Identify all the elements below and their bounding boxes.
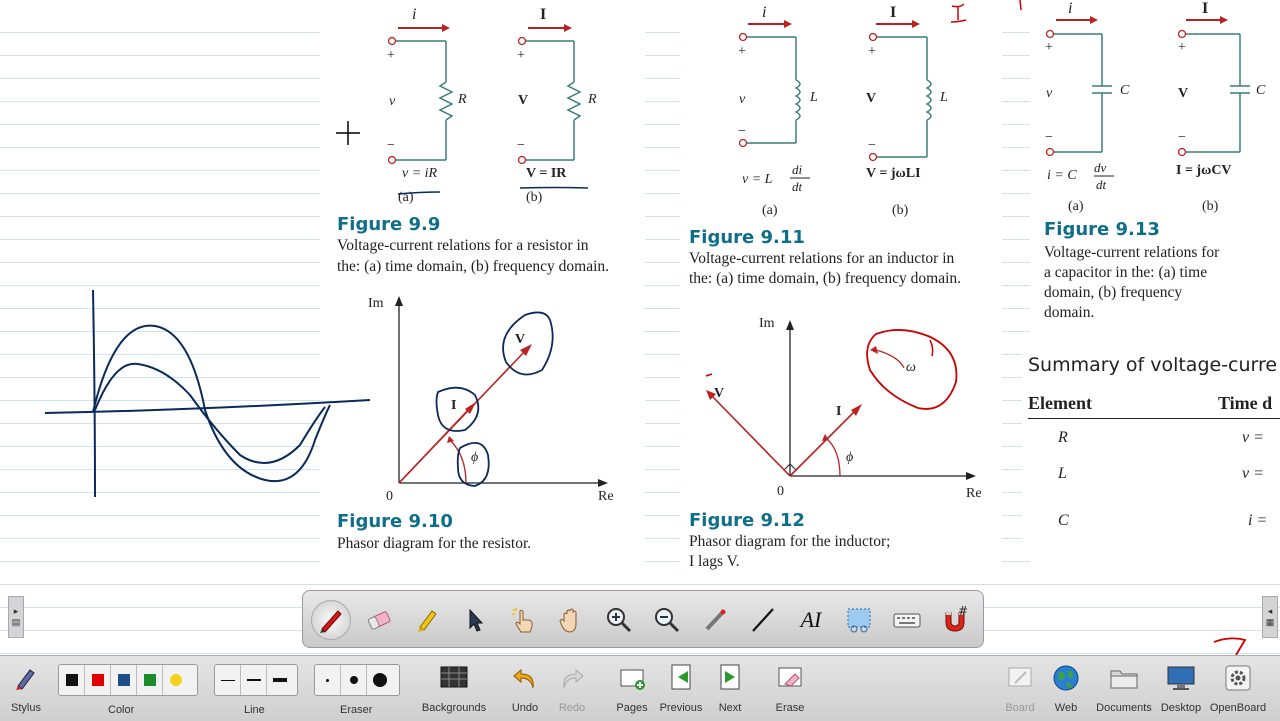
line-width-thick[interactable] (267, 665, 293, 695)
equation-a-prefix: v = L (742, 172, 773, 187)
sublabel-b: (b) (526, 190, 543, 205)
hand-icon (556, 605, 586, 635)
pages-label: Pages (616, 702, 648, 714)
capacitor-circuits (1030, 0, 1280, 220)
inductor-label-a: L (810, 90, 818, 105)
backgrounds-label: Backgrounds (421, 702, 487, 714)
documents-label: Documents (1096, 702, 1152, 714)
chevron-right-icon: ▸ (13, 606, 19, 616)
documents-mode-button[interactable] (1094, 660, 1154, 718)
globe-icon (1051, 663, 1081, 693)
figure-caption-line: Voltage-current relations for (1044, 244, 1220, 261)
zoom-out-icon (652, 605, 682, 635)
origin-label: 0 (386, 489, 393, 504)
pen-tool-button[interactable] (311, 600, 351, 640)
next-page-icon (717, 663, 743, 693)
summary-row-equation: v = (1242, 465, 1264, 482)
current-label-b: I (1202, 0, 1209, 17)
current-label-a: i (412, 6, 417, 23)
current-label-a: i (1068, 0, 1073, 17)
red-pen-icon (316, 605, 346, 635)
figure-title: Figure 9.11 (689, 227, 805, 248)
figure-caption-line: domain. (1044, 304, 1095, 321)
phasor-i-label: I (451, 398, 457, 413)
plus-a: + (738, 44, 746, 59)
eraser-medium-icon (350, 676, 358, 684)
minus-a: − (1045, 130, 1053, 145)
figure-title: Figure 9.10 (337, 511, 453, 532)
phasor-i-label: I (836, 404, 842, 419)
highlighter-icon (412, 605, 442, 635)
plus-b: + (517, 48, 525, 63)
color-green[interactable] (137, 665, 163, 695)
phase-angle-label: ϕ (846, 450, 854, 465)
selector-tool-button[interactable] (455, 600, 495, 640)
erase-page-icon (775, 664, 805, 692)
previous-label: Previous (659, 702, 703, 714)
line-icon (748, 605, 778, 635)
next-page-button[interactable] (710, 660, 750, 718)
figure-caption-line: I lags V. (689, 553, 740, 570)
left-panel-toggle[interactable] (8, 596, 24, 638)
stylus-label: Stylus (11, 702, 41, 714)
document-page-1 (320, 0, 645, 568)
play-tool-button[interactable] (503, 600, 543, 640)
origin-label: 0 (777, 484, 784, 499)
laser-pointer-icon (700, 605, 730, 635)
equation-a-numerator: dv (1094, 160, 1107, 175)
sublabel-b: (b) (1202, 199, 1219, 214)
figure-caption-line: Voltage-current relations for a resistor in (337, 237, 589, 254)
eraser-size-palette (314, 664, 400, 696)
ink-red-mark (1214, 638, 1245, 655)
color-yellow[interactable] (163, 665, 189, 695)
pages-panel-icon: ▤ (11, 617, 21, 627)
crosshair-cursor (336, 121, 360, 145)
summary-row-equation: v = (1242, 429, 1264, 446)
gear-icon (1223, 663, 1253, 693)
minus-a: − (387, 138, 395, 153)
current-label-a: i (762, 4, 767, 21)
zoom-out-button[interactable] (647, 600, 687, 640)
eraser-tool-button[interactable] (359, 600, 399, 640)
ink-sine-wave-large (93, 326, 330, 482)
axis-im-label: Im (368, 296, 384, 311)
summary-row-equation: i = (1248, 512, 1268, 529)
floating-tool-palette (302, 590, 984, 648)
ink-sine-wave-small (95, 364, 325, 463)
figure-title: Figure 9.9 (337, 214, 441, 235)
color-swatch-black (66, 674, 78, 686)
equation-a-denominator: dt (792, 179, 803, 194)
previous-page-button[interactable] (656, 660, 706, 718)
color-swatch-yellow (170, 674, 182, 686)
sublabel-a: (a) (1068, 199, 1084, 214)
folder-icon (1108, 664, 1140, 692)
color-swatch-red (92, 674, 104, 686)
openboard-label: OpenBoard (1209, 702, 1267, 714)
board-mode-button[interactable] (1000, 660, 1040, 718)
voltage-label-a: v (389, 94, 396, 109)
equation-b: V = jωLI (866, 166, 921, 181)
resistor-label-a: R (458, 92, 467, 107)
voltage-label-b: V (518, 93, 529, 108)
summary-row-element: R (1058, 429, 1068, 446)
next-label: Next (718, 702, 742, 714)
marker-tool-button[interactable] (407, 600, 447, 640)
phase-angle-label: ϕ (471, 450, 479, 465)
color-red[interactable] (85, 665, 111, 695)
plus-b: + (868, 44, 876, 59)
text-tool-button[interactable] (791, 600, 831, 640)
add-page-icon (617, 664, 647, 692)
board-icon (1006, 665, 1034, 691)
inductor-circuits (680, 0, 1002, 225)
figure-caption-line: the: (a) time domain, (b) frequency domain. (689, 270, 962, 287)
summary-header-rule (1028, 418, 1280, 419)
plus-a: + (1045, 40, 1053, 55)
color-group-label: Color (108, 704, 135, 716)
virtual-keyboard-button[interactable] (887, 600, 927, 640)
hand-pointer-icon (508, 605, 538, 635)
equation-a-numerator: di (792, 162, 803, 177)
line-width-medium[interactable] (241, 665, 267, 695)
summary-row-element: L (1058, 465, 1067, 482)
minus-b: − (1178, 130, 1186, 145)
line-medium-icon (247, 679, 261, 681)
undo-label: Undo (511, 702, 539, 714)
axis-re-label: Re (598, 489, 614, 504)
eraser-size-large[interactable] (367, 665, 393, 695)
equation-b: I = jωCV (1176, 163, 1232, 178)
laser-pointer-button[interactable] (695, 600, 735, 640)
capacitor-label-b: C (1256, 83, 1266, 98)
minus-b: − (517, 138, 525, 153)
capture-icon (844, 605, 874, 635)
line-thick-icon (273, 678, 287, 682)
eraser-large-icon (373, 673, 387, 687)
figure-caption-line: Voltage-current relations for an inductor in (689, 250, 955, 267)
color-black[interactable] (59, 665, 85, 695)
redo-button[interactable] (552, 660, 592, 718)
figure-caption-line: a capacitor in the: (a) time (1044, 264, 1208, 281)
eraser-size-small[interactable] (315, 665, 341, 695)
eraser-size-medium[interactable] (341, 665, 367, 695)
document-page-2 (680, 0, 1002, 575)
summary-title: Summary of voltage-curre (1028, 354, 1278, 376)
backgrounds-icon (439, 665, 469, 691)
sublabel-a: (a) (398, 190, 414, 205)
equation-a-prefix: i = C (1047, 168, 1077, 183)
text-icon: AI (800, 607, 822, 632)
line-group-label: Line (244, 704, 265, 716)
equation-a: v = iR (402, 166, 438, 181)
plus-b: + (1178, 40, 1186, 55)
web-label: Web (1054, 702, 1078, 714)
plus-a: + (387, 48, 395, 63)
inductor-label-b: L (940, 90, 948, 105)
resistor-label-b: R (588, 92, 597, 107)
ink-vertical-axis (93, 290, 95, 497)
line-tool-button[interactable] (743, 600, 783, 640)
omega-label: ω (906, 360, 916, 375)
eraser-group-label: Eraser (340, 704, 373, 716)
voltage-label-a: v (1046, 86, 1053, 101)
hand-tool-button[interactable] (551, 600, 591, 640)
line-thin-icon (221, 680, 235, 681)
axis-re-label: Re (966, 486, 982, 501)
color-swatch-blue (118, 674, 130, 686)
board-label: Board (1005, 702, 1035, 714)
library-panel-icon: ▦ (1265, 617, 1275, 627)
voltage-label-b: V (866, 91, 877, 106)
zoom-in-button[interactable] (599, 600, 639, 640)
pages-button[interactable] (610, 660, 654, 718)
magnet-icon (940, 605, 970, 635)
eraser-small-icon (326, 679, 329, 682)
capture-tool-button[interactable] (839, 600, 879, 640)
right-panel-toggle[interactable] (1262, 596, 1278, 638)
figure-title: Figure 9.12 (689, 510, 805, 531)
arrow-pointer-icon (460, 605, 490, 635)
eraser-icon (364, 605, 394, 635)
minus-a: − (738, 124, 746, 139)
zoom-in-icon (604, 605, 634, 635)
erase-page-button[interactable] (768, 660, 812, 718)
line-width-palette (214, 664, 298, 696)
equation-a-denominator: dt (1096, 177, 1107, 192)
openboard-menu-button[interactable] (1208, 660, 1268, 718)
voltage-label-b: V (1178, 86, 1189, 101)
figure-caption-line: domain, (b) frequency (1044, 284, 1183, 301)
figure-caption-line: Phasor diagram for the resistor. (337, 535, 532, 552)
color-swatch-green (144, 674, 156, 686)
voltage-label-a: v (739, 92, 746, 107)
backgrounds-button[interactable] (418, 660, 490, 718)
desktop-mode-button[interactable] (1158, 660, 1204, 718)
phasor-v-label: V (515, 332, 526, 347)
figure-caption-line: Phasor diagram for the inductor; (689, 533, 891, 550)
sublabel-b: (b) (892, 203, 909, 218)
capacitor-label-a: C (1120, 83, 1130, 98)
figure-title: Figure 9.13 (1044, 219, 1160, 240)
desktop-label: Desktop (1160, 702, 1202, 714)
minus-b: − (868, 138, 876, 153)
line-width-thin[interactable] (215, 665, 241, 695)
ink-red-mark (1020, 0, 1021, 10)
undo-button[interactable] (505, 660, 545, 718)
stylus-icon (12, 664, 40, 692)
web-mode-button[interactable] (1046, 660, 1086, 718)
figure-caption-line: the: (a) time domain, (b) frequency domain. (337, 258, 610, 275)
current-label-b: I (890, 4, 897, 21)
bottom-toolbar (0, 655, 1280, 721)
monitor-icon (1165, 664, 1197, 692)
undo-icon (511, 664, 539, 692)
svg-text:#: # (958, 605, 969, 618)
current-label-b: I (540, 6, 547, 23)
axis-im-label: Im (759, 316, 775, 331)
redo-label: Redo (558, 702, 586, 714)
chevron-left-icon: ◂ (1267, 606, 1273, 616)
magnet-tool-button[interactable] (935, 600, 975, 640)
summary-header-element: Element (1028, 393, 1092, 413)
stylus-button[interactable] (4, 660, 48, 718)
previous-page-icon (668, 663, 694, 693)
summary-header-time: Time d (1218, 393, 1273, 413)
sublabel-a: (a) (762, 203, 778, 218)
resistor-phasor-diagram (320, 290, 645, 510)
color-palette (58, 664, 198, 696)
summary-row-element: C (1058, 512, 1069, 529)
erase-label: Erase (775, 702, 805, 714)
phasor-v-label: V (714, 386, 725, 401)
keyboard-icon (892, 605, 922, 635)
equation-b: V = IR (526, 166, 567, 181)
summary-table (1022, 345, 1280, 545)
redo-icon (558, 664, 586, 692)
color-blue[interactable] (111, 665, 137, 695)
